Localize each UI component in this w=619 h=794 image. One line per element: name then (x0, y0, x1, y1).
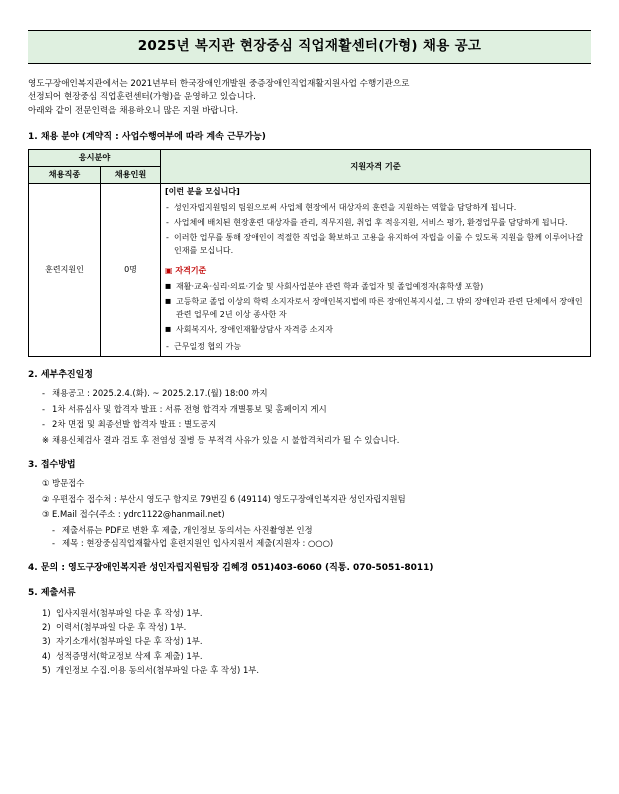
list-text: 성적증명서(학교정보 삭제 후 제출) 1부. (56, 650, 203, 661)
qualification-title: [이런 분을 모십니다] (165, 187, 240, 197)
note-text: 제목 : 현장중심직업재활사업 훈련지원인 입사지원서 제출(지원자 : ○○○) (62, 537, 334, 548)
list-number: 4) (42, 650, 51, 661)
list-bullet: - (42, 419, 46, 430)
list-bullet: - (42, 388, 46, 399)
list-number: 3) (42, 636, 51, 647)
list-text: 입사지원서(첨부파일 다운 후 작성) 1부. (56, 607, 203, 618)
intro-line-1: 영도구장애인복지관에서는 2021년부터 한국장애인개발원 중증장애인직업재활지원사업 수행기관으로 (28, 78, 410, 89)
list-text: E.Mail 접수(주소 : ydrc1122@hanmail.net) (52, 509, 225, 520)
note-text: 제출서류는 PDF로 변환 후 제출, 개인정보 동의서는 사진촬영본 인정 (62, 524, 313, 535)
section3-heading: 3. 접수방법 (28, 460, 76, 471)
list-bullet: ② (42, 493, 50, 504)
list-item: ■ 고등학교 졸업 이상의 학력 소지자로서 장애인복지법에 따른 장애인복지시설, 그 밖의 장애인과 관련 단체에서 장애인 관련 업무에 2년 이상 종사한 자 (165, 296, 586, 321)
cell-job-type: 훈련지원인 (29, 184, 101, 357)
section1-heading: 1. 채용 분야 (계약직 : 사업수행여부에 따라 계속 근무가능) (28, 132, 266, 143)
section-schedule (28, 369, 591, 447)
list-bullet: ① (42, 478, 50, 489)
qualification-footnote: - 근무일정 협의 가능 (165, 341, 586, 354)
list-number: 2) (42, 621, 51, 632)
list-item (42, 403, 591, 416)
documents-list (42, 606, 591, 678)
list-item (42, 418, 591, 431)
header-qualification: 지원자격 기준 (161, 150, 591, 184)
application-note-2 (52, 537, 591, 550)
list-item: - 성인자립지원팀의 팀원으로써 사업체 현장에서 대상자의 훈련을 지원하는 역할을 담당하게 됩니다. (165, 202, 586, 215)
list-item (42, 649, 591, 663)
list-bullet: ③ (42, 509, 50, 520)
list-text: 2차 면접 및 최종선발 합격자 발표 : 별도공지 (52, 419, 217, 430)
cell-headcount: 0명 (101, 184, 161, 357)
intro-paragraph (28, 78, 591, 120)
list-item (42, 493, 591, 506)
schedule-list (28, 387, 591, 431)
qualification-criteria-title: ▣ 자격기준 (165, 265, 207, 275)
table-row (29, 150, 591, 167)
list-item (42, 620, 591, 634)
list-item: ■ 재활·교육·심리·의료·기술 및 사회사업분야 관련 학과 졸업자 및 졸업예정자(휴학생 포함) (165, 281, 586, 293)
list-item (42, 387, 591, 400)
header-headcount: 채용인원 (101, 167, 161, 184)
list-item (42, 634, 591, 648)
list-text: 이력서(첨부파일 다운 후 작성) 1부. (56, 621, 187, 632)
list-text: 자기소개서(첨부파일 다운 후 작성) 1부. (56, 636, 203, 647)
list-item: ■ 사회복지사, 장애인재활상담사 자격증 소지자 (165, 324, 586, 336)
note-bullet: ※ (42, 434, 50, 445)
intro-line-3: 아래와 같이 전문인력을 채용하오니 많은 지원 바랍니다. (28, 106, 239, 117)
list-item: - 사업체에 배치된 현장훈련 대상자를 관리, 직무지원, 취업 후 적응지원, 서비스 평가, 환경업무를 담당하게 됩니다. (165, 217, 586, 230)
list-number: 5) (42, 665, 51, 676)
list-item (42, 508, 591, 521)
section-required-documents (28, 587, 591, 677)
list-item (42, 663, 591, 677)
list-item (42, 606, 591, 620)
schedule-note (42, 434, 591, 447)
section-contact: 4. 문의 : 영도구장애인복지관 성인자립지원팀장 김혜경 051)403-6060 (직통. 070-5051-8011) (28, 563, 434, 574)
section-recruitment-field (28, 131, 591, 357)
list-bullet: - (42, 403, 46, 414)
cell-qualification (161, 184, 591, 357)
application-note-1 (52, 524, 591, 537)
note-text: 채용신체검사 결과 검토 후 전염성 질병 등 부적격 사유가 있을 시 불합격처리가 될 수 있습니다. (52, 434, 400, 445)
list-item: - 이러한 업무를 통해 장애인이 적절한 직업을 확보하고 고용을 유지하여 자립을 이룰 수 있도록 지원을 함께 이루어나갈 인재를 모십니다. (165, 232, 586, 258)
list-number: 1) (42, 607, 51, 618)
section5-heading: 5. 제출서류 (28, 588, 76, 599)
intro-line-2: 선정되어 현장중심 직업훈련센터(가형)을 운영하고 있습니다. (28, 92, 256, 103)
list-text: 채용공고 : 2025.2.4.(화). ~ 2025.2.17.(월) 18:00 까지 (52, 388, 268, 399)
table-row (29, 184, 591, 357)
document-page (0, 30, 619, 794)
list-text: 방문접수 (52, 478, 85, 489)
note-bullet: - (52, 537, 56, 548)
section2-heading: 2. 세부추진일정 (28, 370, 93, 381)
list-text: 1차 서류심사 및 합격자 발표 : 서류 전형 합격자 개별통보 및 홈페이지 게시 (52, 403, 327, 414)
header-field: 응시분야 (29, 150, 161, 167)
page-title: 2025년 복지관 현장중심 직업재활센터(가형) 채용 공고 (28, 30, 591, 64)
recruitment-table (28, 149, 591, 357)
qualification-criteria-list (165, 281, 586, 337)
list-text: 우편접수 접수처 : 부산시 영도구 함지로 79번길 6 (49114) 영도구장애인복지관 성인자립지원팀 (52, 493, 406, 504)
header-job-type: 채용직종 (29, 167, 101, 184)
list-item (42, 477, 591, 490)
application-method-list (28, 477, 591, 521)
note-bullet: - (52, 524, 56, 535)
qualification-intro-list (165, 202, 586, 258)
list-text: 개인정보 수집.이용 동의서(첨부파일 다운 후 작성) 1부. (56, 665, 260, 676)
section-application-method (28, 459, 591, 550)
